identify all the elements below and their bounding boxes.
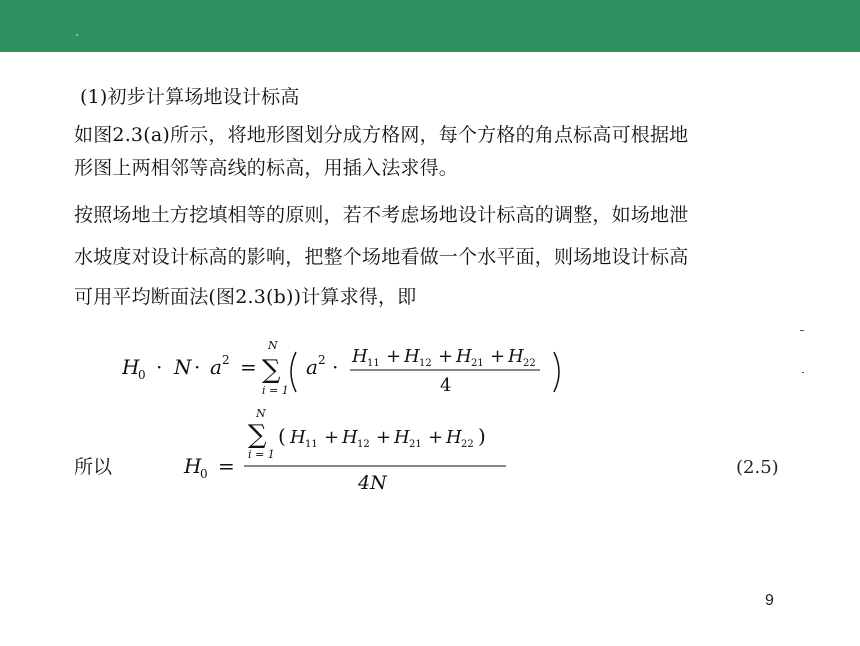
eq-symbol: H: [404, 346, 420, 367]
eq-symbol: H: [394, 427, 410, 448]
eq-operator: =: [218, 454, 235, 478]
eq-symbol: H: [508, 346, 524, 367]
eq-operator: ·: [156, 355, 163, 379]
eq-symbol: H: [352, 346, 368, 367]
eq-symbol: H: [446, 427, 462, 448]
eq-subscript: 21: [409, 439, 422, 450]
eq-symbol: N: [174, 355, 192, 379]
equation-number: (2.5): [736, 457, 779, 478]
header-bar: [0, 0, 860, 52]
eq-sum-sign: ∑: [248, 420, 267, 450]
eq-operator: +: [490, 346, 506, 367]
eq-operator: +: [438, 346, 454, 367]
eq-subscript: 11: [367, 358, 380, 369]
paragraph-2-line-1: 按照场地土方挖填相等的原则，若不考虑场地设计标高的调整，如场地泄: [74, 204, 689, 226]
eq-operator: +: [428, 427, 444, 448]
page-number: 9: [765, 592, 774, 609]
eq-subscript: 12: [357, 439, 370, 450]
eq-symbol: H: [184, 454, 202, 478]
eq-superscript: 2: [318, 353, 326, 367]
eq-symbol: a: [210, 355, 222, 379]
eq-subscript: 22: [461, 439, 474, 450]
eq-subscript: 11: [305, 439, 318, 450]
equation-1: [122, 338, 582, 398]
eq-denominator: 4N: [358, 472, 387, 494]
eq-subscript: 12: [419, 358, 432, 369]
eq-subscript: 22: [523, 358, 536, 369]
eq-superscript: 2: [222, 353, 230, 367]
eq-symbol: H: [456, 346, 472, 367]
eq-denominator: 4: [440, 375, 452, 396]
eq-symbol: H: [122, 355, 140, 379]
header-dot: [76, 34, 78, 36]
paragraph-1-line-1: 如图2.3(a)所示，将地形图划分成方格网，每个方格的角点标高可根据地: [74, 124, 689, 146]
eq-sum-lower: i = 1: [248, 448, 275, 461]
eq-subscript: 21: [471, 358, 484, 369]
margin-tick: [802, 372, 804, 373]
equation-2-5: [182, 407, 522, 497]
eq-subscript: 0: [138, 368, 146, 382]
eq-right-paren: ): [478, 424, 486, 448]
eq-right-paren: [554, 352, 559, 392]
eq-sum-upper: N: [268, 339, 278, 352]
eq-operator: ·: [194, 355, 201, 379]
eq-sum-upper: N: [256, 407, 266, 420]
eq-operator: ·: [332, 355, 339, 379]
eq-left-paren: [291, 352, 296, 392]
eq-left-paren: (: [278, 424, 286, 448]
eq-sum-sign: ∑: [262, 355, 281, 385]
eq-operator: =: [240, 355, 257, 379]
paragraph-2-line-2: 水坡度对设计标高的影响，把整个场地看做一个水平面，则场地设计标高: [74, 246, 689, 268]
eq-operator: +: [324, 427, 340, 448]
section-heading: (1)初步计算场地设计标高: [80, 86, 300, 108]
paragraph-1-line-2: 形图上两相邻等高线的标高，用插入法求得。: [74, 157, 459, 179]
eq-sum-lower: i = 1: [262, 384, 289, 397]
paragraph-2-line-3: 可用平均断面法(图2.3(b))计算求得，即: [74, 286, 417, 308]
eq-symbol: a: [306, 355, 318, 379]
eq-symbol: H: [290, 427, 306, 448]
eq-operator: +: [376, 427, 392, 448]
eq-symbol: H: [342, 427, 358, 448]
eq-subscript: 0: [200, 467, 208, 481]
margin-tick: [800, 330, 804, 331]
therefore-label: 所以: [74, 456, 113, 478]
eq-operator: +: [386, 346, 402, 367]
